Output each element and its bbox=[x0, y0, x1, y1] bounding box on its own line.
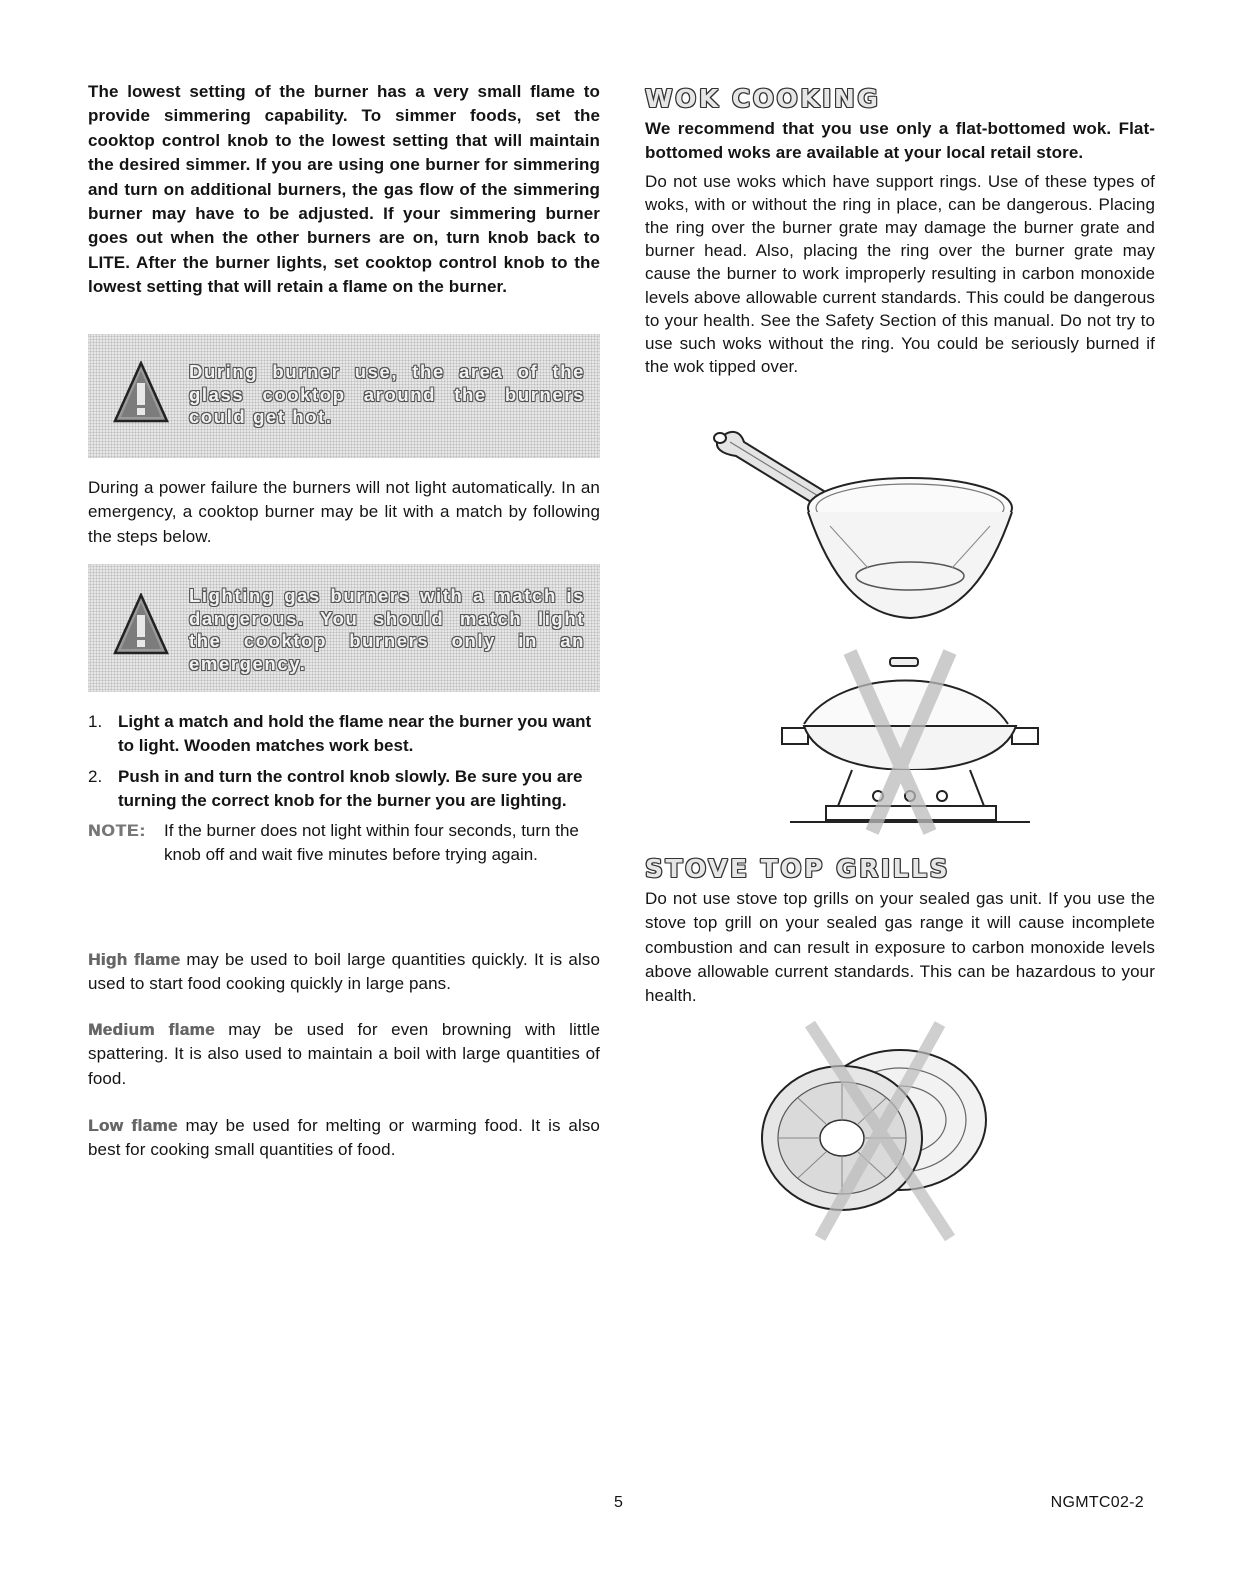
step-number: 2. bbox=[88, 766, 103, 786]
power-failure-paragraph: During a power failure the burners will not light automatically. In an emergency, a cooktop burner may be lit with a match by following the steps below. bbox=[88, 478, 600, 546]
power-failure-block bbox=[88, 476, 600, 549]
note-label: NOTE: bbox=[88, 821, 146, 841]
flat-bottom-wok-illustration bbox=[700, 426, 1020, 626]
note bbox=[88, 819, 600, 868]
note-text: If the burner does not light within four seconds, turn the knob off and wait five minutes before trying again. bbox=[164, 821, 579, 865]
step-item bbox=[88, 710, 600, 759]
medium-flame-text: may be used for even browning with little spattering. It is also used to maintain a boil with large quantities of food. bbox=[88, 1020, 601, 1088]
warning-box-match bbox=[88, 564, 600, 692]
high-flame-paragraph bbox=[88, 948, 600, 997]
stove-top-grill-not-recommended-illustration bbox=[760, 1020, 990, 1242]
high-flame-text: may be used to boil large quantities quickly. It is also used to start food cooking quickly in large pans. bbox=[88, 950, 600, 994]
document-code: NGMTC02-2 bbox=[1050, 1494, 1144, 1511]
step-number: 1. bbox=[88, 712, 103, 731]
medium-flame-term: Medium flame bbox=[88, 1020, 215, 1039]
grills-section bbox=[645, 854, 1155, 1008]
warning-text-match: Lighting gas burners with a match is dangerous. You should match light the cooktop burners only in an emergency. bbox=[189, 585, 585, 674]
warning-box-hot-glass bbox=[88, 334, 600, 458]
left-column bbox=[88, 80, 600, 300]
step-item bbox=[88, 765, 600, 814]
low-flame-term: Low flame bbox=[88, 1116, 178, 1135]
warning-triangle-icon bbox=[113, 361, 169, 423]
high-flame-block bbox=[88, 948, 600, 997]
grills-paragraph: Do not use stove top grills on your sealed gas unit. If you use the stove top grill on your sealed gas range it will cause incomplete combustion and can result in exposure to carbon monoxide levels above allowable current standards. This can be hazardous to your health. bbox=[645, 889, 1155, 1006]
step-text: Light a match and hold the flame near the burner you want to light. Wooden matches work best. bbox=[118, 712, 592, 756]
right-column bbox=[645, 84, 1155, 378]
warning-text-hot-glass: During burner use, the area of the glass cooktop around the burners could get hot. bbox=[189, 361, 585, 427]
low-flame-text: may be used for melting or warming food. It is also best for cooking small quantities of food. bbox=[88, 1116, 600, 1160]
low-flame-paragraph bbox=[88, 1114, 600, 1163]
simmer-paragraph: The lowest setting of the burner has a very small flame to provide simmering capability. To simmer foods, set the cooktop control knob to the lowest setting that will maintain the desired simmer. If you are using one burner for simmering and turn on additional burners, the gas flow of the simmering burner may have to be adjusted. If your simmering burner goes out when the other burners are on, turn knob back to LITE. After the burner lights, set cooktop control knob to the lowest setting that will retain a flame on the burner. bbox=[88, 82, 600, 297]
steps-block bbox=[88, 710, 600, 868]
wok-cooking-heading: WOK COOKING bbox=[645, 84, 881, 113]
wok-paragraph-2: Do not use woks which have support rings. Use of these types of woks, with or without the ring in place, can be dangerous. Placing the ring over the burner grate may damage the burner grate and burner head. Also, placing the ring over the burner grate may cause the burner to work improperly resulting in carbon monoxide levels above allowable current standards. This could be dangerous to your health. See the Safety Section of this manual. Do not try to use such woks without the ring. You could be seriously burned if the wok tipped over. bbox=[645, 171, 1155, 377]
high-flame-term: High flame bbox=[88, 950, 181, 969]
match-light-steps bbox=[88, 710, 600, 813]
low-flame-block bbox=[88, 1114, 600, 1163]
medium-flame-paragraph bbox=[88, 1018, 600, 1091]
medium-flame-block bbox=[88, 1018, 600, 1091]
page-number: 5 bbox=[614, 1494, 623, 1511]
step-text: Push in and turn the control knob slowly. Be sure you are turning the correct knob for the burner you are lighting. bbox=[118, 766, 583, 810]
wok-paragraph-1: We recommend that you use only a flat-bottomed wok. Flat-bottomed woks are available at your local retail store. bbox=[645, 119, 1155, 163]
ringed-wok-not-recommended-illustration bbox=[780, 646, 1040, 836]
warning-triangle-icon bbox=[113, 593, 169, 655]
stove-top-grills-heading: STOVE TOP GRILLS bbox=[645, 854, 951, 883]
